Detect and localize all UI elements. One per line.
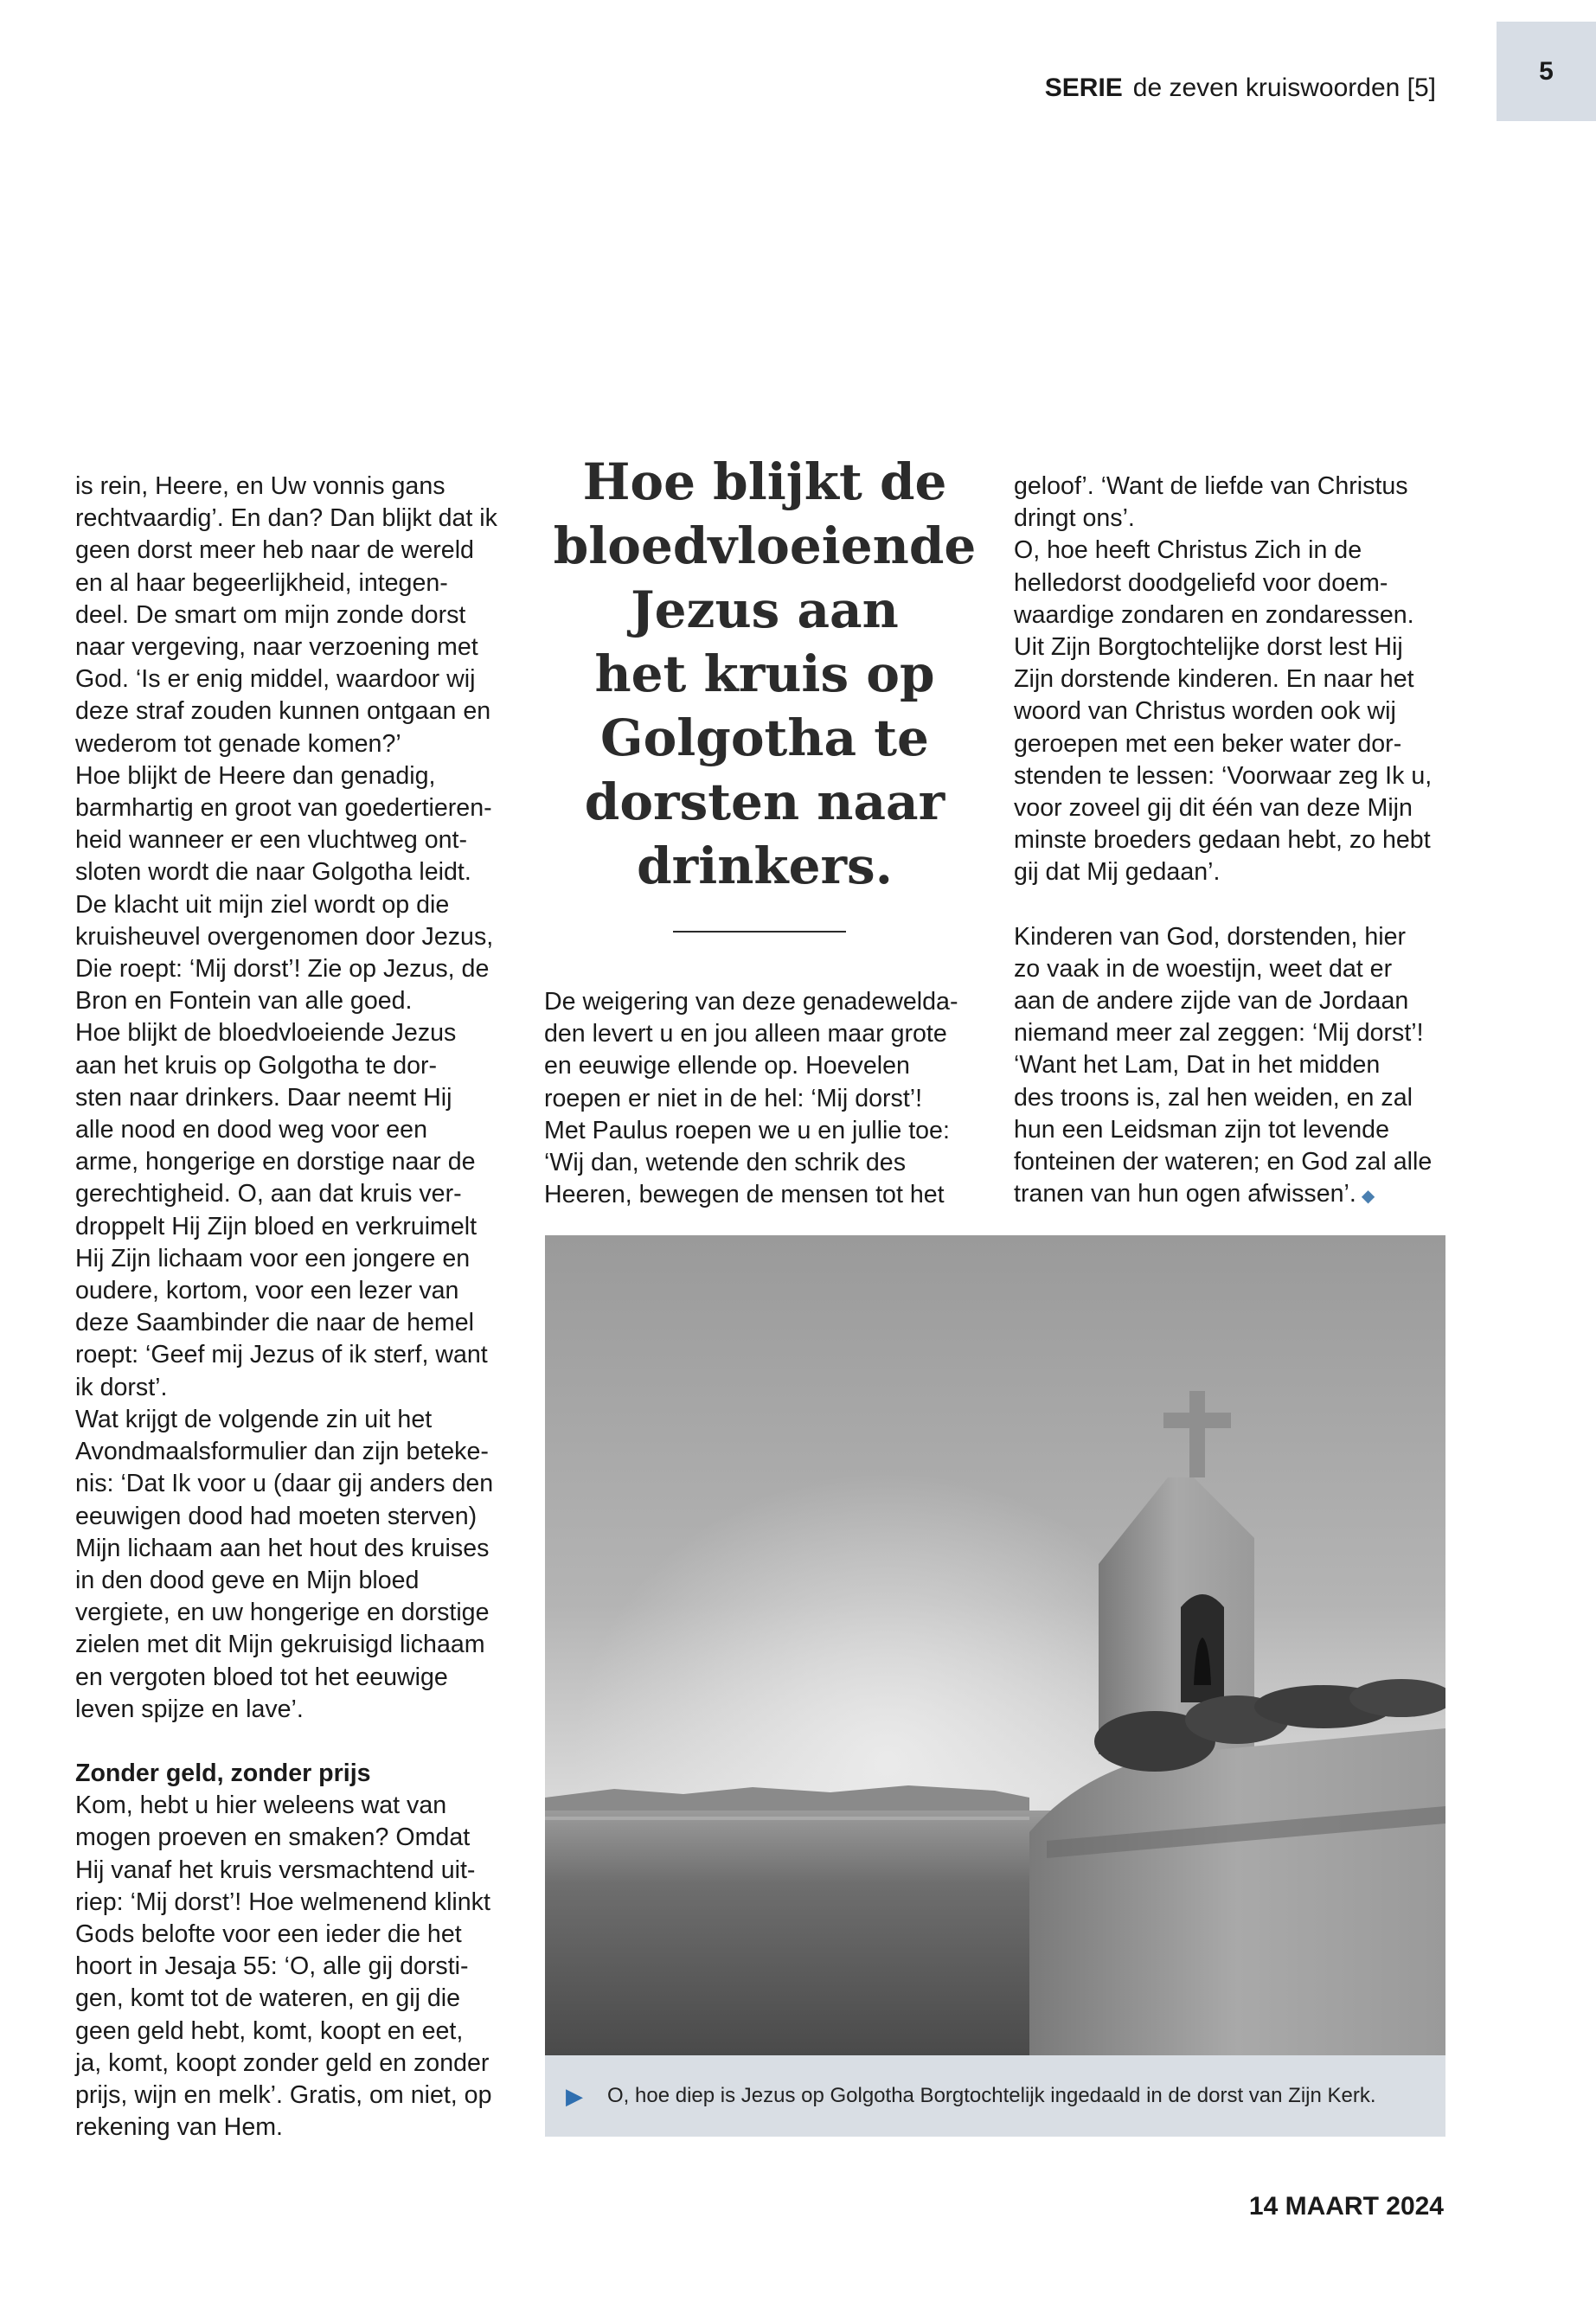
body-line: deze straf zouden kunnen ontgaan en (75, 697, 491, 726)
section-subheading: Zonder geld, zonder prijs (75, 1759, 371, 1787)
body-line-text: tranen van hun ogen afwissen’. (1014, 1180, 1356, 1208)
body-line: gij dat Mij gedaan’. (1014, 858, 1221, 887)
body-line: sloten wordt die naar Golgotha leidt. (75, 858, 471, 887)
body-line: aan het kruis op Golgotha te dor- (75, 1051, 438, 1080)
body-line: Kinderen van God, dorstenden, hier (1014, 922, 1407, 951)
body-line: Heeren, bewegen de mensen tot het (544, 1181, 945, 1209)
pull-quote-divider (673, 931, 846, 933)
photo-caption (545, 2055, 1445, 2137)
body-line: minste broeders gedaan hebt, zo hebt (1014, 826, 1431, 855)
body-line: en al haar begeerlijkheid, integen- (75, 568, 448, 597)
body-line: zielen met dit Mijn gekruisigd lichaam (75, 1631, 485, 1659)
body-line: O, hoe heeft Christus Zich in de (1014, 536, 1362, 565)
body-line: oudere, kortom, voor een lezer van (75, 1277, 459, 1305)
body-line: in den dood geve en Mijn bloed (75, 1566, 420, 1594)
body-line: geen geld hebt, komt, koopt en eet, (75, 2016, 464, 2045)
body-line: ja, komt, koopt zonder geld en zonder (75, 2048, 490, 2077)
body-line: ik dorst’. (75, 1373, 168, 1401)
body-line: gerechtigheid. O, aan dat kruis ver- (75, 1180, 462, 1208)
caption-text: O, hoe diep is Jezus op Golgotha Borgtochtelijk ingedaald in de dorst van Zijn Kerk. (607, 2084, 1376, 2107)
body-line: leven spijze en lave’. (75, 1695, 304, 1723)
body-line: geen dorst meer heb naar de wereld (75, 536, 474, 565)
serie-label: SERIE (1044, 74, 1123, 102)
triangle-right-icon: ▶ (566, 2082, 583, 2109)
body-line: sten naar drinkers. Daar neemt Hij (75, 1083, 452, 1112)
body-line: De weigering van deze genadewelda- (544, 988, 958, 1016)
body-line: dringt ons’. (1014, 504, 1135, 533)
body-line: Hij vanaf het kruis versmachtend uit- (75, 1856, 476, 1884)
body-line: hoort in Jesaja 55: ‘O, alle gij dorsti- (75, 1952, 469, 1981)
body-line: geloof’. ‘Want de liefde van Christus (1014, 472, 1408, 500)
body-line: geroepen met een beker water dor- (1014, 729, 1402, 758)
body-line: Zijn dorstende kinderen. En naar het (1014, 665, 1414, 694)
body-line (1014, 1178, 1446, 1213)
body-line: ‘Want het Lam, Dat in het midden (1014, 1051, 1381, 1080)
pull-quote-line: Jezus aan (631, 580, 899, 639)
body-line: en vergoten bloed tot het eeuwige (75, 1663, 448, 1691)
body-line: roept: ‘Geef mij Jezus of ik sterf, want (75, 1341, 488, 1369)
body-line: voor zoveel gij dit één van deze Mijn (1014, 794, 1413, 823)
body-line: ‘Wij dan, wetende den schrik des (544, 1149, 907, 1177)
body-line: waardige zondaren en zondaressen. (1014, 600, 1414, 629)
body-line: Kom, hebt u hier weleens wat van (75, 1791, 447, 1820)
body-line: niemand meer zal zeggen: ‘Mij dorst’! (1014, 1019, 1424, 1048)
body-line: Bron en Fontein van alle goed. (75, 987, 413, 1016)
page-number: 5 (1539, 56, 1554, 86)
body-line: deel. De smart om mijn zonde dorst (75, 600, 466, 629)
body-line: zo vaak in de woestijn, weet dat er (1014, 954, 1393, 983)
body-line: is rein, Heere, en Uw vonnis gans (75, 472, 445, 500)
body-line: Uit Zijn Borgtochtelijke dorst lest Hij (1014, 633, 1403, 662)
body-line: roepen er niet in de hel: ‘Mij dorst’! (544, 1084, 923, 1112)
article-column-1 (75, 471, 525, 2144)
body-line: naar vergeving, naar verzoening met (75, 633, 478, 662)
body-line: gen, komt tot de wateren, en gij die (75, 1984, 461, 2013)
body-line: nis: ‘Dat Ik voor u (daar gij anders den (75, 1470, 494, 1498)
body-line: droppelt Hij Zijn bloed en verkruimelt (75, 1212, 478, 1240)
body-line: den levert u en jou alleen maar grote (544, 1020, 947, 1048)
body-line: aan de andere zijde van de Jordaan (1014, 987, 1409, 1016)
body-line: deze Saambinder die naar de hemel (75, 1309, 474, 1337)
body-line: Hoe blijkt de bloedvloeiende Jezus (75, 1019, 457, 1048)
series-title: de zeven kruiswoorden [5] (1132, 74, 1436, 102)
body-line: fonteinen der wateren; en God zal alle (1014, 1148, 1433, 1176)
issue-date: 14 MAART 2024 (1248, 2192, 1444, 2221)
pull-quote-line: het kruis op (594, 644, 935, 703)
body-line: des troons is, zal hen weiden, en zal (1014, 1083, 1413, 1112)
body-line: Mijn lichaam aan het hout des kruises (75, 1534, 490, 1562)
pull-quote (544, 450, 985, 898)
body-line: arme, hongerige en dorstige naar de (75, 1148, 476, 1176)
body-line: stenden te lessen: ‘Voorwaar zeg Ik u, (1014, 761, 1433, 790)
body-line: Hoe blijkt de Heere dan genadig, (75, 761, 436, 790)
body-line: Wat krijgt de volgende zin uit het (75, 1405, 433, 1433)
body-line: vergiete, en uw hongerige en dorstige (75, 1599, 490, 1627)
body-line: barmhartig en groot van goedertieren- (75, 794, 492, 823)
body-line: Gods belofte voor een ieder die het (75, 1920, 462, 1948)
diamond-icon: ◆ (1361, 1187, 1375, 1207)
body-line: De klacht uit mijn ziel wordt op die (75, 890, 450, 919)
body-line: prijs, wijn en melk’. Gratis, om niet, op (75, 2080, 492, 2109)
body-line: wederom tot genade komen?’ (75, 729, 401, 758)
body-line: rechtvaardig’. En dan? Dan blijkt dat ik (75, 504, 497, 533)
body-line: eeuwigen dood had moeten sterven) (75, 1502, 478, 1530)
body-line: woord van Christus worden ook wij (1014, 697, 1396, 726)
chapel-photo (545, 1235, 1445, 2055)
body-line: rekening van Hem. (75, 2113, 283, 2142)
pull-quote-line: dorsten naar (584, 772, 945, 831)
body-line: alle nood en dood weg voor een (75, 1116, 427, 1144)
body-line: Met Paulus roepen we u en jullie toe: (544, 1116, 950, 1144)
body-line: helledorst doodgeliefd voor doem- (1014, 568, 1388, 597)
body-line: Hij Zijn lichaam voor een jongere en (75, 1244, 471, 1272)
article-column-3 (1014, 471, 1446, 1213)
body-line: riep: ‘Mij dorst’! Hoe welmenend klinkt (75, 1888, 490, 1916)
page-number-tab (1497, 22, 1596, 121)
body-line: heid wanneer er een vluchtweg ont- (75, 826, 468, 855)
article-column-2 (544, 986, 985, 1211)
body-line: mogen proeven en smaken? Omdat (75, 1823, 471, 1852)
pull-quote-line: Golgotha te (600, 708, 929, 767)
body-line: Die roept: ‘Mij dorst’! Zie op Jezus, de (75, 955, 490, 984)
running-header (1045, 69, 1436, 107)
body-line: hun een Leidsman zijn tot levende (1014, 1115, 1389, 1144)
body-line: en eeuwige ellende op. Hoevelen (544, 1052, 910, 1080)
pull-quote-line: drinkers. (637, 836, 893, 895)
body-line: kruisheuvel overgenomen door Jezus, (75, 922, 494, 951)
pull-quote-line: Hoe blijkt de (582, 452, 947, 511)
pull-quote-line: bloedvloeiende (553, 516, 977, 575)
body-line: God. ‘Is er enig middel, waardoor wij (75, 665, 476, 694)
body-line: Avondmaalsformulier dan zijn beteke- (75, 1438, 489, 1466)
